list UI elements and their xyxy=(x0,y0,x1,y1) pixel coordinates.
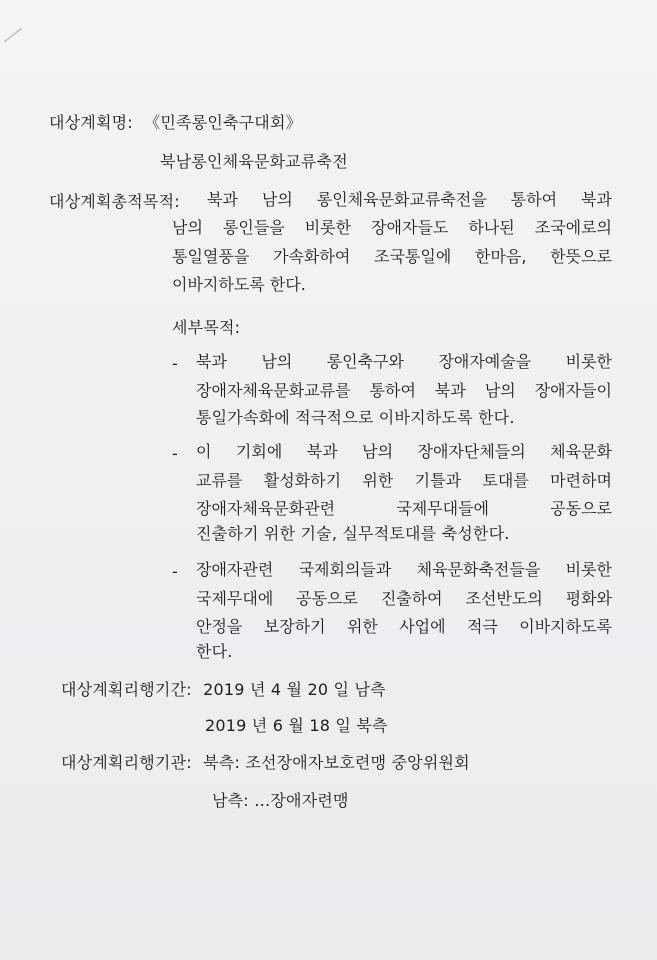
plan-name-value: 《민족롱인축구대회》 xyxy=(144,113,302,132)
goal-line: 통일열풍을 가속화하여 조국통일에 한마음, 한뜻으로 xyxy=(172,246,612,266)
bullet-dash: - xyxy=(172,562,178,581)
detail-heading: 세부목적: xyxy=(172,318,241,337)
goal-paragraph xyxy=(172,214,612,300)
org-label: 대상계획리행기관: xyxy=(61,753,192,772)
bullet-item xyxy=(196,556,612,642)
plan-name-label: 대상계획명: xyxy=(49,113,133,132)
bullet-line: 장애자관련 국제회의들과 체육문화축전들을 비롯한 xyxy=(196,560,612,579)
bullet-item xyxy=(196,438,612,524)
goal-first-line-block xyxy=(207,186,612,215)
org-south: 남측: …장애자련맹 xyxy=(212,791,349,810)
bullet-dash: - xyxy=(172,444,178,463)
period-north: 2019 년 6 월 18 일 북측 xyxy=(205,716,388,735)
bullet-dash: - xyxy=(172,354,178,373)
bullet-line: 북과 남의 롱인축구와 장애자예술을 비롯한 xyxy=(196,352,612,371)
goal-label: 대상계획총적목적: xyxy=(49,192,180,211)
period-south: 2019 년 4 월 20 일 남측 xyxy=(203,680,386,699)
org-row xyxy=(61,753,470,773)
plan-subtitle: 북남롱인체육문화교류축전 xyxy=(160,152,348,171)
org-north: 북측: 조선장애자보호련맹 중앙위원회 xyxy=(203,753,470,772)
goal-line: 이바지하도록 한다. xyxy=(172,275,306,294)
period-row xyxy=(61,680,386,700)
bullet-line: 안정을 보장하기 위한 사업에 적극 이바지하도록 xyxy=(196,617,612,636)
plan-name-row xyxy=(49,113,302,133)
bullet-line: 진출하기 위한 기술, 실무적토대를 축성한다. xyxy=(196,524,510,543)
bullet-line: 한다. xyxy=(196,642,233,661)
bullet-item xyxy=(196,348,612,405)
bullet-line: 이 기회에 북과 남의 장애자단체들의 체육문화 xyxy=(196,442,612,461)
bullet-line: 교류를 활성화하기 위한 기틀과 토대를 마련하며 xyxy=(196,470,612,490)
goal-line: 남의 롱인들을 비롯한 장애자들도 하나된 조국에로의 xyxy=(172,218,612,237)
bullet-line: 장애자체육문화관련 국제무대들에 공동으로 xyxy=(196,499,612,518)
bullet-line: 국제무대에 공동으로 진출하여 조선반도의 평화와 xyxy=(196,588,612,608)
page-corner-mark xyxy=(4,27,23,42)
period-label: 대상계획리행기간: xyxy=(61,680,192,699)
bullet-line: 장애자체육문화교류를 통하여 북과 남의 장애자들이 xyxy=(196,380,612,400)
bullet-line: 통일가속화에 적극적으로 이바지하도록 한다. xyxy=(196,408,515,427)
goal-line: 북과 남의 롱인체육문화교류축전을 통하여 북과 xyxy=(207,190,612,209)
